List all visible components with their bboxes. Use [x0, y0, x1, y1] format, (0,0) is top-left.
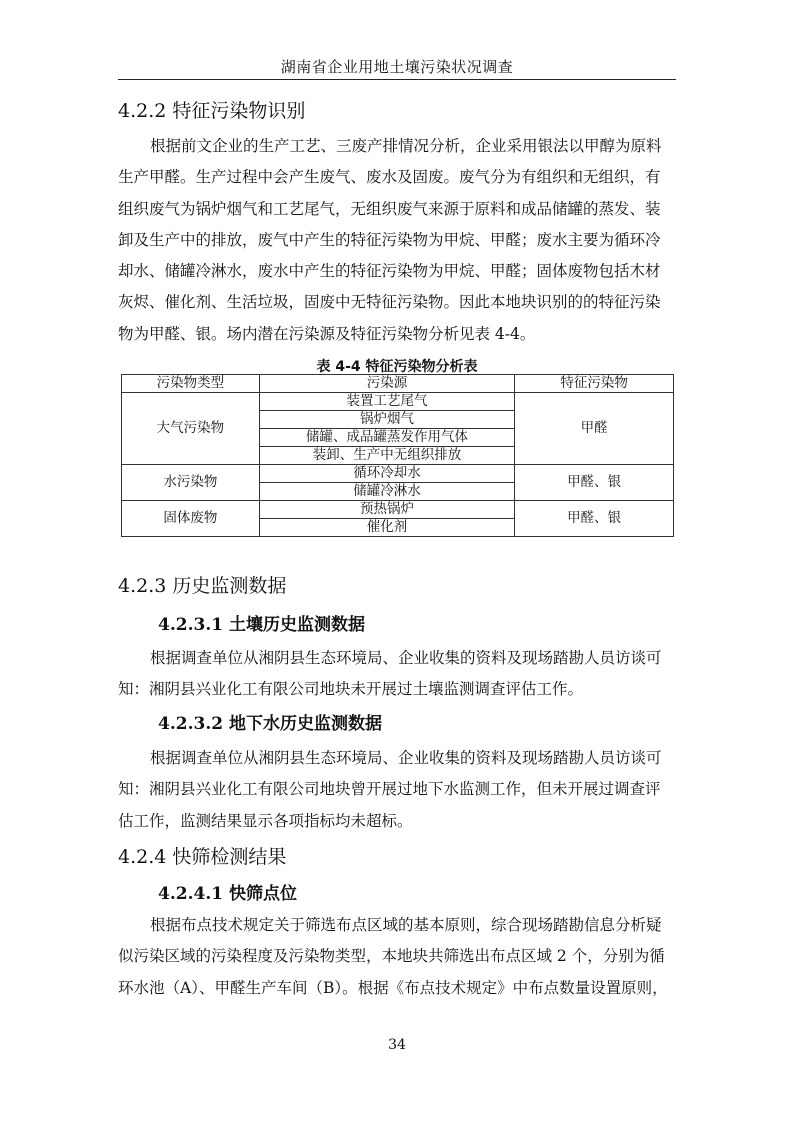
table-caption: 表 4-4 特征污染物分析表 [316, 359, 478, 375]
page-header: 湖南省企业用地土壤污染状况调查 [280, 58, 514, 76]
section-heading-4-2-4: 4.2.4 快筛检测结果 [118, 846, 287, 868]
pollutant-cell: 甲醛、银 [515, 465, 674, 501]
section-heading-4-2-3: 4.2.3 历史监测数据 [118, 575, 287, 597]
text-line: 似污染区域的污染程度及污染物类型，本地块共筛选出布点区域 2 个，分别为循 [118, 947, 665, 966]
text-line: 根据调查单位从湘阴县生态环境局、企业收集的资料及现场踏勘人员访谈可 [150, 649, 662, 667]
section-heading-4-2-4-1: 4.2.4.1 快筛点位 [158, 884, 297, 904]
pollutant-cell: 甲醛 [515, 393, 674, 465]
text-line: 灰烬、催化剂、生活垃圾，固废中无特征污染物。因此本地块识别的的特征污染 [118, 293, 661, 312]
paragraph-screening-points [118, 910, 676, 1004]
pollutant-type-cell: 水污染物 [122, 465, 260, 501]
source-cell: 装置工艺尾气 [259, 393, 515, 411]
text-line: 生产甲醛。生产过程中会产生废气、废水及固废。废气分为有组织和无组织，有 [118, 168, 661, 187]
section-heading-4-2-2: 4.2.2 特征污染物识别 [118, 100, 306, 122]
source-cell: 装卸、生产中无组织排放 [259, 447, 515, 465]
text-line: 估工作，监测结果显示各项指标均未超标。 [118, 811, 413, 830]
header-cell: 污染物类型 [122, 375, 260, 393]
text-line: 物为甲醛、银。场内潜在污染源及特征污染物分析见表 4-4。 [118, 324, 536, 343]
source-cell: 循环冷却水 [259, 465, 515, 483]
text-line: 知：湘阴县兴业化工有限公司地块未开展过土壤监测调查评估工作。 [118, 680, 584, 699]
page-number: 34 [388, 1037, 406, 1053]
source-cell: 储罐冷淋水 [259, 483, 515, 501]
text-line: 组织废气为锅炉烟气和工艺尾气，无组织废气来源于原料和成品储罐的蒸发、装 [118, 199, 661, 218]
paragraph-characteristic-pollutants [118, 131, 676, 350]
text-line: 根据调查单位从湘阴县生态环境局、企业收集的资料及现场踏勘人员访谈可 [150, 749, 662, 767]
paragraph-soil-history [118, 643, 676, 706]
text-line: 知：湘阴县兴业化工有限公司地块曾开展过地下水监测工作，但未开展过调查评 [118, 780, 661, 799]
text-line: 卸及生产中的排放，废气中产生的特征污染物为甲烷、甲醛；废水主要为循环冷 [118, 230, 661, 249]
source-cell: 预热锅炉 [259, 501, 515, 519]
table-header-row [122, 375, 674, 393]
text-line: 根据前文企业的生产工艺、三废产排情况分析，企业采用银法以甲醇为原料 [150, 137, 662, 155]
text-line: 根据布点技术规定关于筛选布点区域的基本原则，综合现场踏勘信息分析疑 [150, 916, 662, 934]
header-divider [118, 79, 676, 80]
section-heading-4-2-3-2: 4.2.3.2 地下水历史监测数据 [158, 714, 382, 734]
pollutant-analysis-table [121, 374, 674, 537]
section-heading-4-2-3-1: 4.2.3.1 土壤历史监测数据 [158, 615, 365, 635]
pollutant-cell: 甲醛、银 [515, 501, 674, 537]
source-cell: 催化剂 [259, 519, 515, 537]
paragraph-groundwater-history [118, 743, 676, 837]
table-row [122, 501, 674, 519]
source-cell: 锅炉烟气 [259, 411, 515, 429]
source-cell: 储罐、成品罐蒸发作用气体 [259, 429, 515, 447]
header-cell: 特征污染物 [515, 375, 674, 393]
pollutant-type-cell: 大气污染物 [122, 393, 260, 465]
table-row [122, 393, 674, 411]
text-line: 环水池（A）、甲醛生产车间（B）。根据《布点技术规定》中布点数量设置原则， [118, 978, 668, 997]
header-cell: 污染源 [259, 375, 515, 393]
pollutant-type-cell: 固体废物 [122, 501, 260, 537]
text-line: 却水、储罐冷淋水，废水中产生的特征污染物为甲烷、甲醛；固体废物包括木材 [118, 262, 661, 281]
table-row [122, 465, 674, 483]
